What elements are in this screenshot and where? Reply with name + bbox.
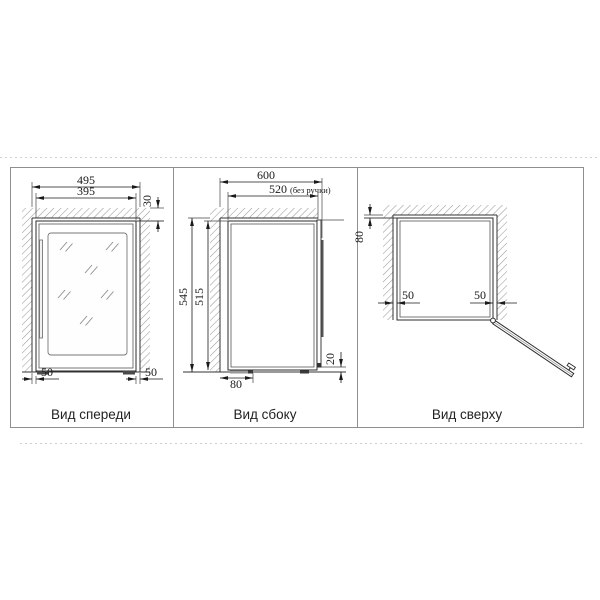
top-wall-back-hatch [383, 205, 507, 215]
dim-label-top-right-clearance: 50 [474, 288, 486, 302]
front-wall-top-hatch [22, 208, 150, 218]
front-wall-right-hatch [140, 218, 150, 372]
dim-label-side-niche-height: 545 [176, 288, 190, 306]
side-view-title: Вид сбоку [233, 407, 297, 422]
top-view-title: Вид сверху [431, 407, 503, 422]
dim-label-side-depth-value: 520 [269, 182, 287, 196]
side-wall-back-hatch [210, 218, 220, 372]
front-glass-door [48, 233, 127, 355]
side-wall-top-hatch [210, 208, 318, 218]
dim-label-front-unit-width: 395 [77, 184, 95, 198]
dim-label-side-total-depth: 600 [257, 168, 275, 182]
front-wall-left-hatch [22, 218, 32, 372]
dim-label-side-depth-note: (без ручки) [290, 185, 331, 195]
dim-label-front-niche-width: 495 [77, 173, 95, 187]
dim-label-side-rear-clearance: 80 [230, 377, 242, 391]
side-cabinet-body [228, 221, 317, 370]
dim-label-front-top-clearance: 30 [140, 195, 154, 207]
dim-label-front-left-clearance: 50 [41, 365, 53, 379]
side-foot-front-tip [248, 371, 253, 374]
front-door-handle [40, 240, 43, 338]
dim-label-top-left-clearance: 50 [402, 288, 414, 302]
dim-label-side-door-bottom-gap: 20 [323, 353, 337, 365]
dim-label-front-right-clearance: 50 [145, 365, 157, 379]
door-hinge [491, 318, 496, 323]
front-foot-right [123, 371, 135, 375]
top-cabinet-body [397, 218, 493, 320]
dim-label-side-unit-height: 515 [192, 288, 206, 306]
top-wall-right-hatch [497, 215, 507, 320]
top-wall-left-hatch [383, 215, 393, 320]
side-door-panel [317, 220, 321, 367]
front-view-title: Вид спереди [51, 407, 131, 422]
side-door-bottom-cap [317, 363, 322, 368]
side-foot-rear [300, 371, 309, 374]
dim-label-top-rear-clearance: 80 [352, 231, 366, 243]
